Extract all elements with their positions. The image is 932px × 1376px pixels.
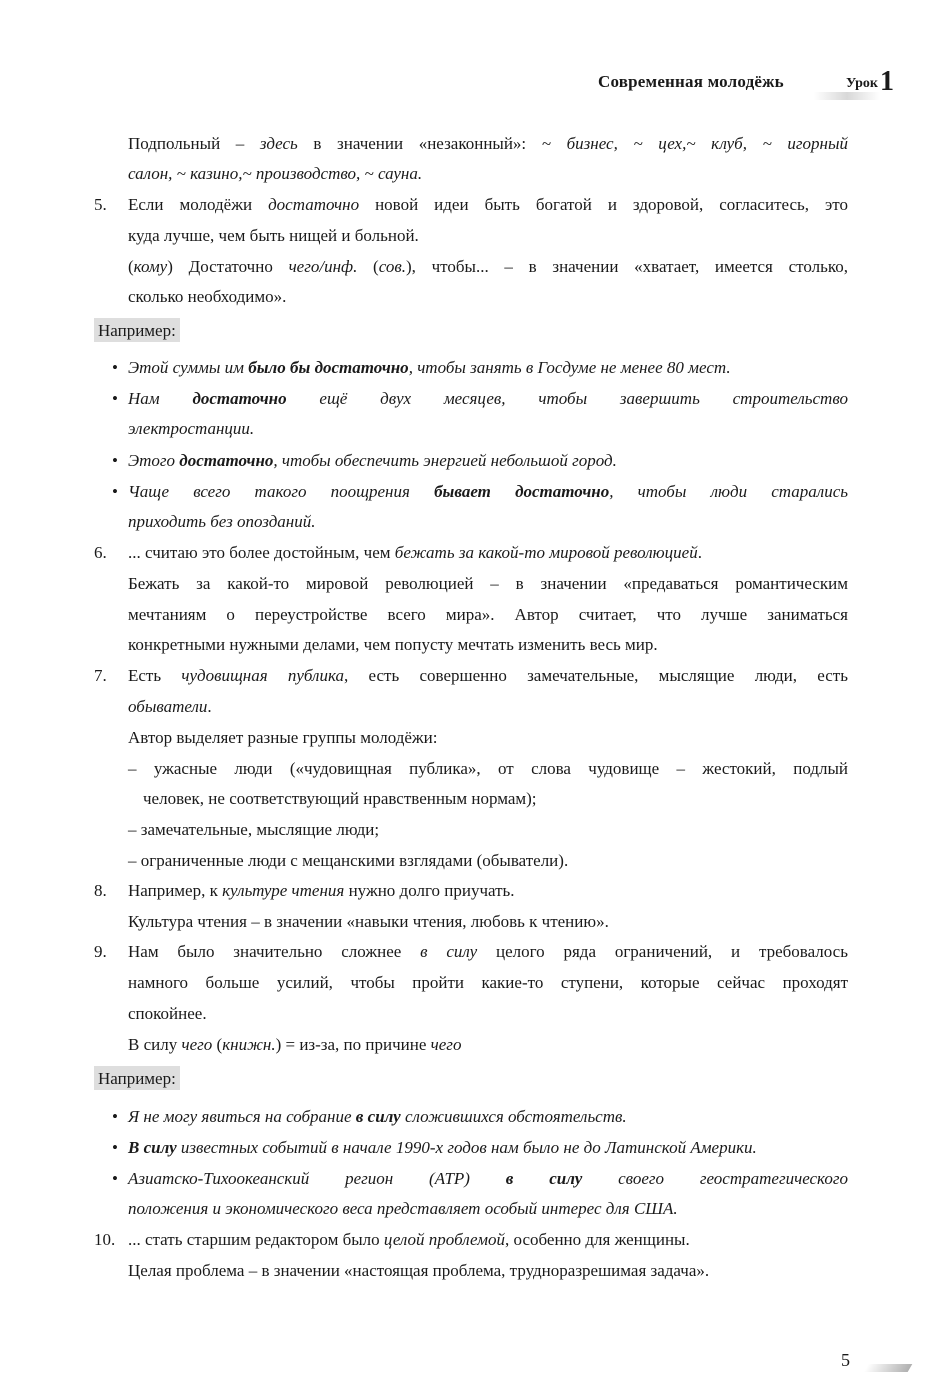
page-number: 5 bbox=[841, 1350, 850, 1370]
item-number-8: 8. bbox=[94, 881, 107, 900]
bullet: • bbox=[112, 389, 118, 408]
item5-line-3: (кому) Достаточно чего/инф. (сов.), чтобы... – в значении «хватает, имеется столько, bbox=[128, 257, 848, 276]
example-5-4: Чаще всего такого поощрения бывает достаточно, чтобы люди старались bbox=[128, 482, 848, 501]
item-number-9: 9. bbox=[94, 942, 107, 961]
bullet: • bbox=[112, 358, 118, 377]
intro-line-1: Подпольный – здесь в значении «незаконный»: ~ бизнес, ~ цех,~ клуб, ~ игорный bbox=[128, 134, 849, 153]
page-corner-decoration bbox=[864, 1364, 913, 1372]
item6-line-3: мечтаниям о переустройстве всего мира». Автор считает, что лучше заниматься bbox=[128, 605, 848, 624]
item10-line-2: Целая проблема – в значении «настоящая проблема, трудноразрешимая задача». bbox=[128, 1261, 710, 1280]
item7-line-4: – ужасные люди («чудовищная публика», от слова чудовище – жестокий, подлый bbox=[128, 759, 848, 778]
bullet: • bbox=[112, 1169, 118, 1188]
item7-line-7: – ограниченные люди с мещанскими взглядами (обыватели). bbox=[128, 851, 569, 870]
bullet: • bbox=[112, 482, 118, 501]
lesson-number: 1 bbox=[879, 66, 894, 97]
item7-line-5: человек, не соответствующий нравственным нормам); bbox=[143, 789, 537, 808]
example-label: Например: bbox=[94, 318, 180, 342]
lesson-word: Урок bbox=[846, 76, 878, 91]
bullet: • bbox=[112, 1138, 118, 1157]
example-5-2-cont: электростанции. bbox=[128, 419, 255, 438]
item5-line-1: Если молодёжи достаточно новой идеи быть богатой и здоровой, согласитесь, это bbox=[128, 195, 849, 214]
item7-line-1: Есть чудовищная публика, есть совершенно замечательные, мыслящие люди, есть bbox=[128, 666, 848, 685]
header-decoration bbox=[814, 92, 880, 100]
item-number-7: 7. bbox=[94, 666, 107, 685]
intro-line-2: салон, ~ казино,~ производство, ~ сауна. bbox=[128, 164, 423, 183]
item7-line-6: – замечательные, мыслящие люди; bbox=[128, 820, 380, 839]
example-9-1: Я не могу явиться на собрание в силу сложившихся обстоятельств. bbox=[128, 1107, 627, 1126]
item9-line-3: спокойнее. bbox=[128, 1004, 207, 1023]
example-label: Например: bbox=[94, 1066, 180, 1090]
item-number-6: 6. bbox=[94, 543, 107, 562]
item10-line-1: ... стать старшим редактором было целой проблемой, особенно для женщины. bbox=[128, 1230, 690, 1249]
item9-line-2: намного больше усилий, чтобы пройти какие-то ступени, которые сейчас проходят bbox=[128, 973, 848, 992]
item6-line-2: Бежать за какой-то мировой революцией – в значении «предаваться романтическим bbox=[128, 574, 848, 593]
example-5-3: Этого достаточно, чтобы обеспечить энергией небольшой город. bbox=[128, 451, 617, 470]
example-9-3-cont: положения и экономического веса представляет особый интерес для США. bbox=[128, 1199, 678, 1218]
example-9-3: Азиатско-Тихоокеанский регион (АТР) в силу своего геостратегического bbox=[128, 1169, 848, 1188]
item8-line-2: Культура чтения – в значении «навыки чтения, любовь к чтению». bbox=[128, 912, 609, 931]
item5-line-4: сколько необходимо». bbox=[128, 287, 287, 306]
example-5-1: Этой суммы им было бы достаточно, чтобы занять в Госдуме не менее 80 мест. bbox=[128, 358, 731, 377]
item5-line-2: куда лучше, чем быть нищей и больной. bbox=[128, 226, 419, 245]
example-5-2: Нам достаточно ещё двух месяцев, чтобы завершить строительство bbox=[128, 389, 848, 408]
running-header-title: Современная молодёжь bbox=[598, 72, 784, 91]
bullet: • bbox=[112, 1107, 118, 1126]
item8-line-1: Например, к культуре чтения нужно долго приучать. bbox=[128, 881, 515, 900]
item-number-5: 5. bbox=[94, 195, 107, 214]
item7-line-3: Автор выделяет разные группы молодёжи: bbox=[128, 728, 438, 747]
item9-line-4: В силу чего (книжн.) = из-за, по причине чего bbox=[128, 1035, 462, 1054]
item9-line-1: Нам было значительно сложнее в силу целого ряда ограничений, и требовалось bbox=[128, 942, 848, 961]
item7-line-2: обыватели. bbox=[128, 697, 212, 716]
item6-line-1: ... считаю это более достойным, чем бежать за какой-то мировой революцией. bbox=[128, 543, 702, 562]
item-number-10: 10. bbox=[94, 1230, 116, 1249]
example-5-4-cont: приходить без опозданий. bbox=[128, 512, 316, 531]
item6-line-4: конкретными нужными делами, чем попусту мечтать изменить весь мир. bbox=[128, 635, 658, 654]
example-9-2: В силу известных событий в начале 1990-х годов нам было не до Латинской Америки. bbox=[128, 1138, 757, 1157]
bullet: • bbox=[112, 451, 118, 470]
